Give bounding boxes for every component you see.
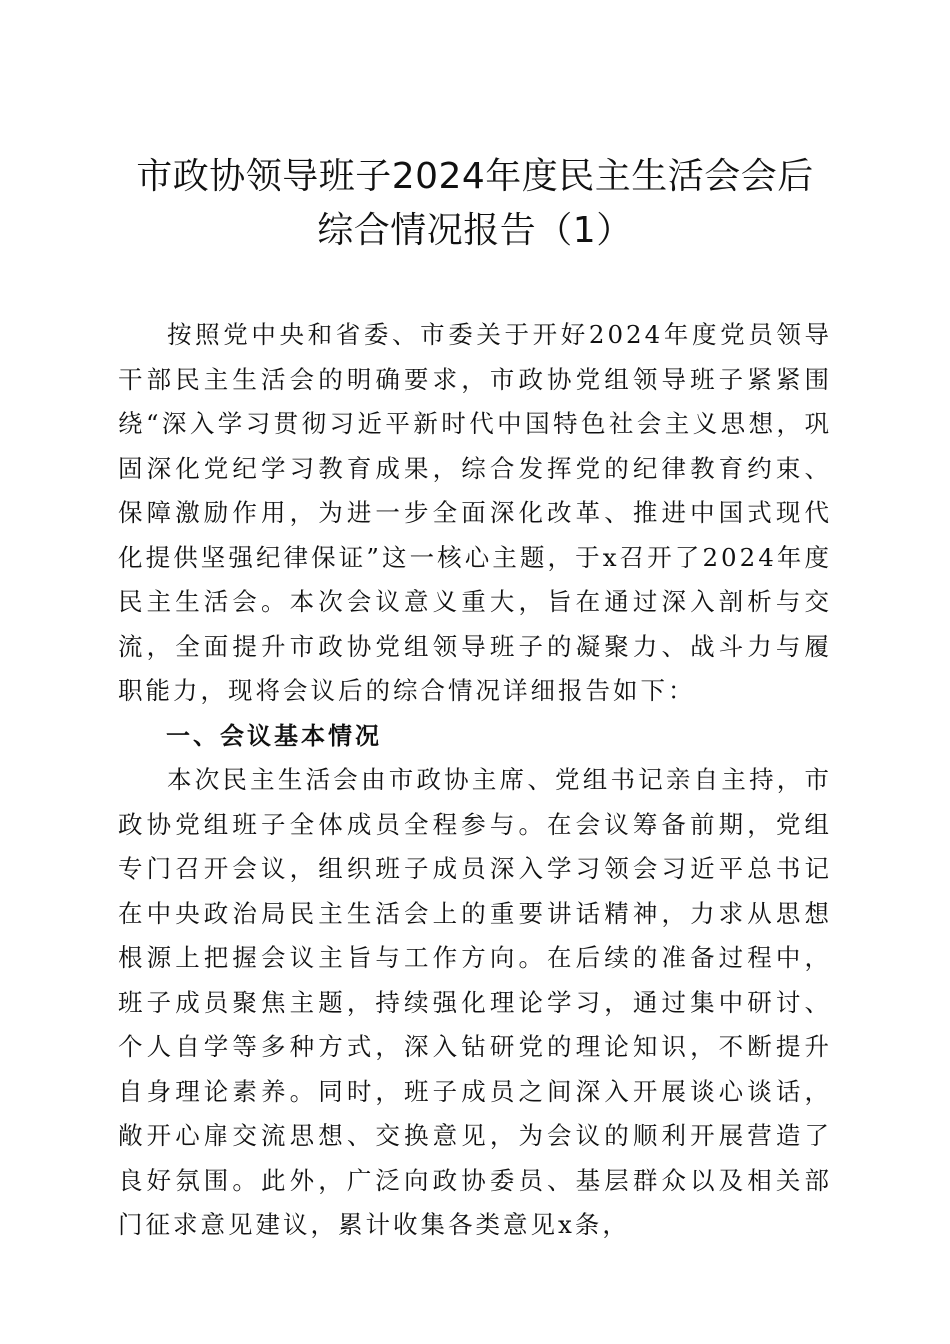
section-heading: 一、会议基本情况 [166,721,382,750]
section-paragraph: 本次民主生活会由市政协主席、党组书记亲自主持，市政协党组班子全体成员全程参与。在会议筹备前期，党组专门召开会议，组织班子成员深入学习领会习近平总书记在中央政治局民主生活会上的重要讲话精神，力求从思想根源上把握会议主旨与工作方向。在后续的准备过程中，班子成员聚焦主题，持续强化理论学习，通过集中研讨、个人自学等多种方式，深入钻研党的理论知识，不断提升自身理论素养。同时，班子成员之间深入开展谈心谈话，敞开心扉交流思想、交换意见，为会议的顺利开展营造了良好氛围。此外，广泛向政协委员、基层群众以及相关部门征求意见建议，累计收集各类意见x条， [118,765,832,1239]
intro-paragraph: 按照党中央和省委、市委关于开好2024年度党员领导干部民主生活会的明确要求，市政协党组领导班子紧紧围绕“深入学习贯彻习近平新时代中国特色社会主义思想，巩固深化党纪学习教育成果，综合发挥党的纪律教育约束、保障激励作用，为进一步全面深化改革、推进中国式现代化提供坚强纪律保证”这一核心主题，于x召开了2024年度民主生活会。本次会议意义重大，旨在通过深入剖析与交流，全面提升市政协党组领导班子的凝聚力、战斗力与履职能力，现将会议后的综合情况详细报告如下： [118,320,832,705]
document-body [118,313,832,1248]
document-title: 市政协领导班子2024年度民主生活会会后综合情况报告（1） [136,156,814,251]
